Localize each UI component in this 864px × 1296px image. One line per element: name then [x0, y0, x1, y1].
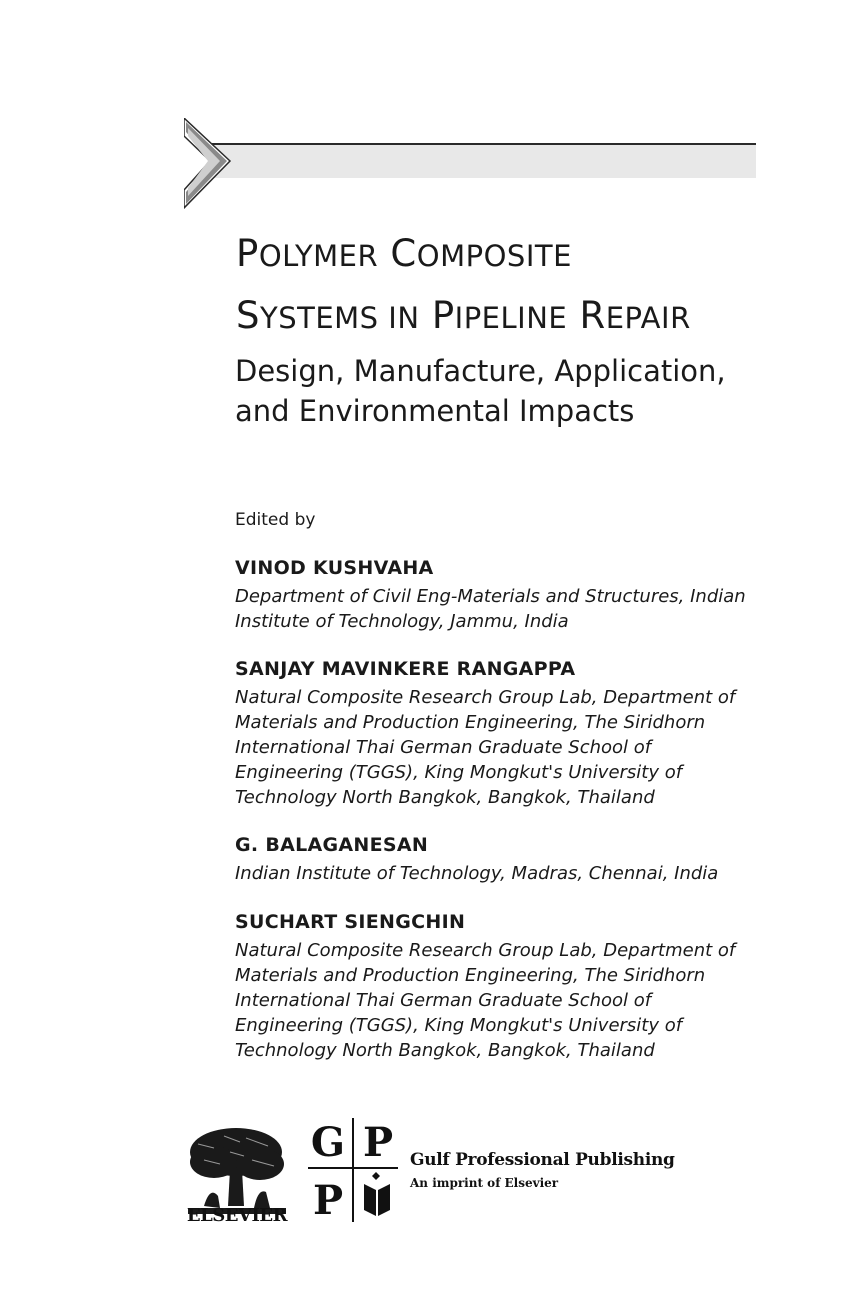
affiliation-line: Technology North Bangkok, Bangkok, Thailand: [235, 1040, 655, 1061]
editor-affiliation: [235, 584, 795, 634]
editor-name: SANJAY MAVINKERE RANGAPPA: [235, 658, 576, 680]
gpp-letter-p-top: P: [362, 1119, 394, 1166]
affiliation-line: Indian Institute of Technology, Madras, Chennai, India: [235, 863, 719, 884]
book-subtitle-line-1: Design, Manufacture, Application,: [235, 354, 726, 388]
affiliation-line: Natural Composite Research Group Lab, Department of: [235, 940, 736, 961]
affiliation-line: Engineering (TGGS), King Mongkut's University of: [235, 1015, 683, 1036]
affiliation-line: Materials and Production Engineering, The Siridhorn: [235, 712, 706, 733]
affiliation-line: Natural Composite Research Group Lab, Department of: [235, 687, 736, 708]
header-band-fill: [212, 145, 756, 178]
chevron-right-icon: [184, 118, 234, 210]
edited-by-label: Edited by: [235, 510, 316, 530]
book-title-line-2: SYSTEMS IN PIPELINE REPAIR: [236, 294, 691, 337]
affiliation-line: Materials and Production Engineering, The Siridhorn: [235, 965, 706, 986]
editor-block: [235, 658, 795, 810]
elsevier-wordmark: ELSEVIER: [186, 1205, 288, 1226]
book-subtitle-line-2: and Environmental Impacts: [235, 394, 635, 428]
editor-affiliation: [235, 938, 795, 1063]
editor-block: [235, 911, 795, 1063]
affiliation-line: Technology North Bangkok, Bangkok, Thailand: [235, 787, 655, 808]
header-band: [184, 118, 756, 210]
affiliation-line: Institute of Technology, Jammu, India: [235, 611, 569, 632]
editor-name: VINOD KUSHVAHA: [235, 557, 434, 579]
editor-block: [235, 557, 795, 634]
editor-affiliation: [235, 685, 795, 810]
editor-affiliation: [235, 861, 795, 886]
gpp-letter-g: G: [310, 1119, 346, 1166]
header-band-rule: [212, 143, 756, 145]
editor-name: G. BALAGANESAN: [235, 834, 429, 856]
publisher-name: Gulf Professional Publishing: [410, 1150, 675, 1170]
book-icon: [364, 1172, 390, 1216]
book-title-line-1: POLYMER COMPOSITE: [236, 232, 572, 275]
gpp-letter-p-bottom: P: [312, 1177, 344, 1224]
publisher-imprint: An imprint of Elsevier: [410, 1176, 559, 1190]
affiliation-line: International Thai German Graduate School of: [235, 990, 652, 1011]
affiliation-line: Engineering (TGGS), King Mongkut's University of: [235, 762, 683, 783]
gpp-logo: [306, 1116, 400, 1224]
editor-name: SUCHART SIENGCHIN: [235, 911, 466, 933]
affiliation-line: Department of Civil Eng-Materials and Structures, Indian: [235, 586, 746, 607]
editor-block: [235, 834, 795, 886]
affiliation-line: International Thai German Graduate School of: [235, 737, 652, 758]
